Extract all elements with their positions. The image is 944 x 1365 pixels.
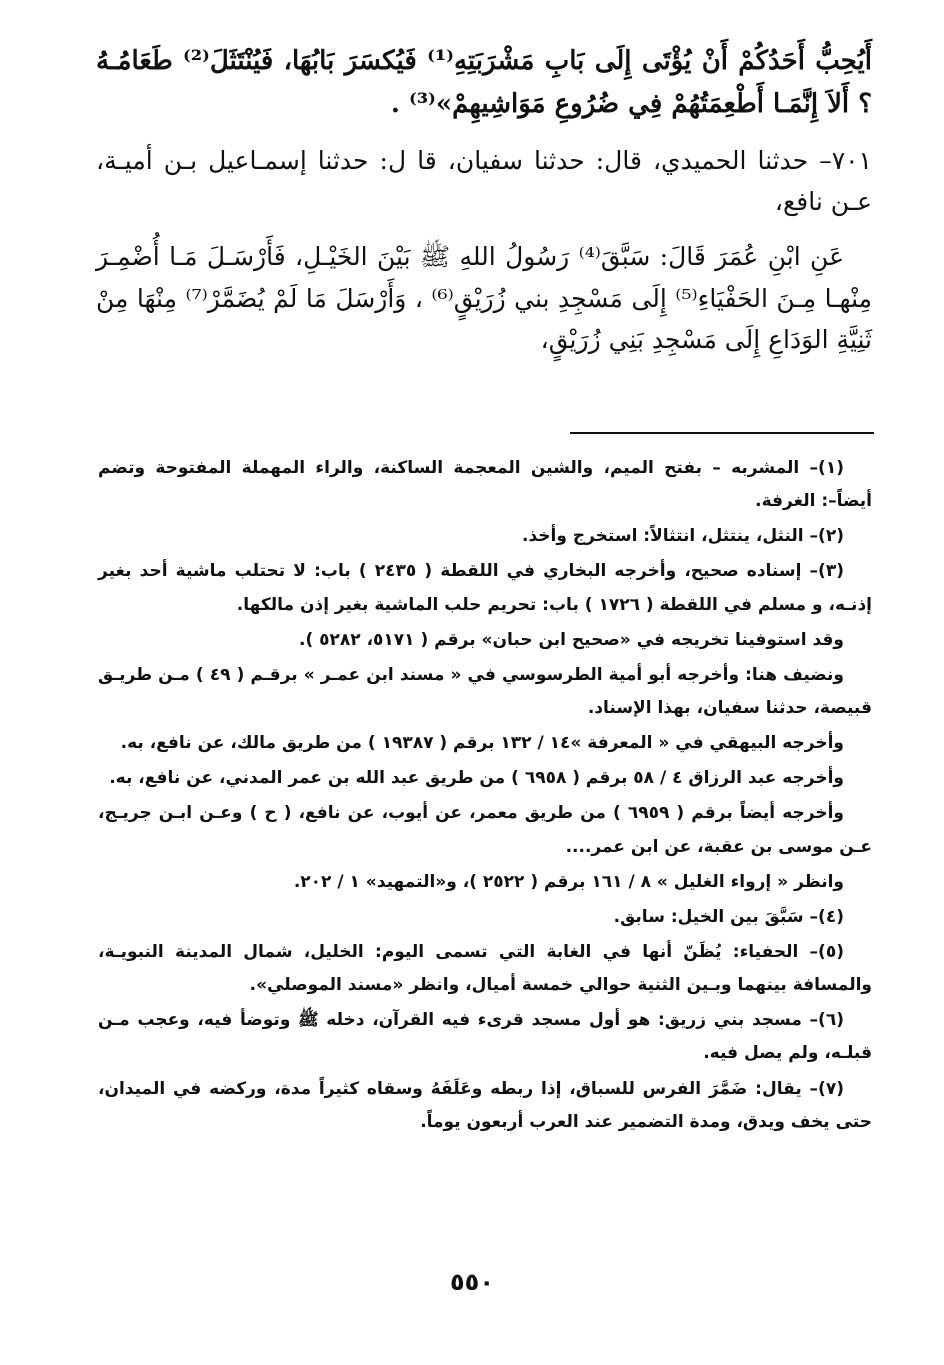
footnote: وانظر « إرواء الغليل » ٨ / ١٦١ برقم ( ٢٥٢٢ )، و«التمهيد» ١ / ٢٠٢. xyxy=(293,871,844,892)
footnote: (١)– المشربه – بفتح الميم، والشين المعجمة الساكنة، والراء المهملة المفتوحة وتضم أيضاً–: الغرفة. xyxy=(98,458,872,512)
footnote: (٤)– سَبَّقَ بين الخيل: سابق. xyxy=(613,906,844,927)
footnote-divider xyxy=(570,432,874,434)
hadith-continuation: أَيُحِبُّ أَحَدُكُمْ أَنْ يُؤْتَى إِلَى بَابِ مَشْرَبَتِهِ⁽¹⁾ فَيُكسَرَ بَابُهَا، فَيُنْتَثَلَ⁽²⁾ طَعَامُـهُ ؟ أَلاَ إِنَّمَـا أَطْعِمَتُهُمْ فِي ضُرُوعِ مَوَاشِيهِمْ»⁽³⁾ . xyxy=(96,46,873,119)
footnote: (٧)– يقال: ضَمَّرَ الفرس للسباق، إذا ربطه وعَلَفَهُ وسقاه كثيراً مدة، وركضه في الميدان، حتى يخف ويدق، ومدة التضمير عند العرب أربعون يوماً. xyxy=(98,1078,872,1132)
footnotes xyxy=(98,452,872,1141)
footnote: وقد استوفينا تخريجه في «صحيح ابن حبان» برقم ( ٥١٧١، ٥٢٨٢ ). xyxy=(298,629,844,650)
footnote: وأخرجه عبد الرزاق ٤ / ٥٨ برقم ( ٦٩٥٨ ) من طريق عبد الله بن عمر المدني، عن نافع، به. xyxy=(109,768,844,789)
footnote: ونضيف هنا: وأخرجه أبو أمية الطرسوسي في « مسند ابن عمـر » برقـم ( ٤٩ ) مـن طريـق قبيصة، حدثنا سفيان، بهذا الإسناد. xyxy=(98,664,872,718)
hadith-text: عَنِ ابْنِ عُمَرَ قَالَ: سَبَّقَ⁽⁴⁾ رَسُولُ اللهِ ﷺ بَيْنَ الخَيْـلِ، فَأَرْسَـلَ مَـا أُضْمِـرَ مِنْهـا مِـنَ الحَفْيَاءِ⁽⁵⁾ إِلَى مَسْجِدِ بني زُرَيْقٍ⁽⁶⁾ ، وَأَرْسَلَ مَا لَمْ يُضَمَّرْ⁽⁷⁾ مِنْهَا مِنْ ثَنِيَّةِ الوَدَاعِ إِلَى مَسْجِدِ بَنِي زُرَيْقٍ، xyxy=(96,242,873,354)
footnote: وأخرجه البيهقي في « المعرفة »١٤ / ١٣٢ برقم ( ١٩٣٨٧ ) من طريق مالك، عن نافع، به. xyxy=(120,733,844,754)
footnote: (٦)– مسجد بني زريق: هو أول مسجد قرىء فيه القرآن، دخله ﷺ وتوضأ فيه، وعجب مـن قبلـه، ولم يصل فيه. xyxy=(98,1010,872,1064)
page-number: ٥٥٠ xyxy=(450,1268,494,1296)
footnote: (٥)– الحفياء: يُظَنّ أنها في الغابة التي تسمى اليوم: الخليل، شمال المدينة النبويـة، والمسافة بينهما وبـين الثنية حوالي خمسة أميال، وانظر «مسند الموصلي». xyxy=(98,941,872,996)
footnote: (٣)– إسناده صحيح، وأخرجه البخاري في اللقطة ( ٢٤٣٥ ) باب: لا تحتلب ماشية أحد بغير إذنـه، و مسلم في اللقطة ( ١٧٢٦ ) باب: تحريم حلب الماشية بغير إذن مالكها. xyxy=(98,561,872,615)
main-text xyxy=(96,40,872,374)
footnote: وأخرجه أيضاً برقم ( ٦٩٥٩ ) من طريق معمر، عن أيوب، عن نافع، ( ح ) وعـن ابـن جريـج، عـن موسى بن عقبة، عن ابن عمر.... xyxy=(98,803,872,857)
footnote: (٢)– النثل، ينتثل، انتثالاً: استخرج وأخذ. xyxy=(521,526,844,547)
hadith-chain: ٧٠١– حدثنا الحميدي، قال: حدثنا سفيان، قا ل: حدثنا إسمـاعيل بـن أميـة، عـن نافع، xyxy=(96,145,872,217)
